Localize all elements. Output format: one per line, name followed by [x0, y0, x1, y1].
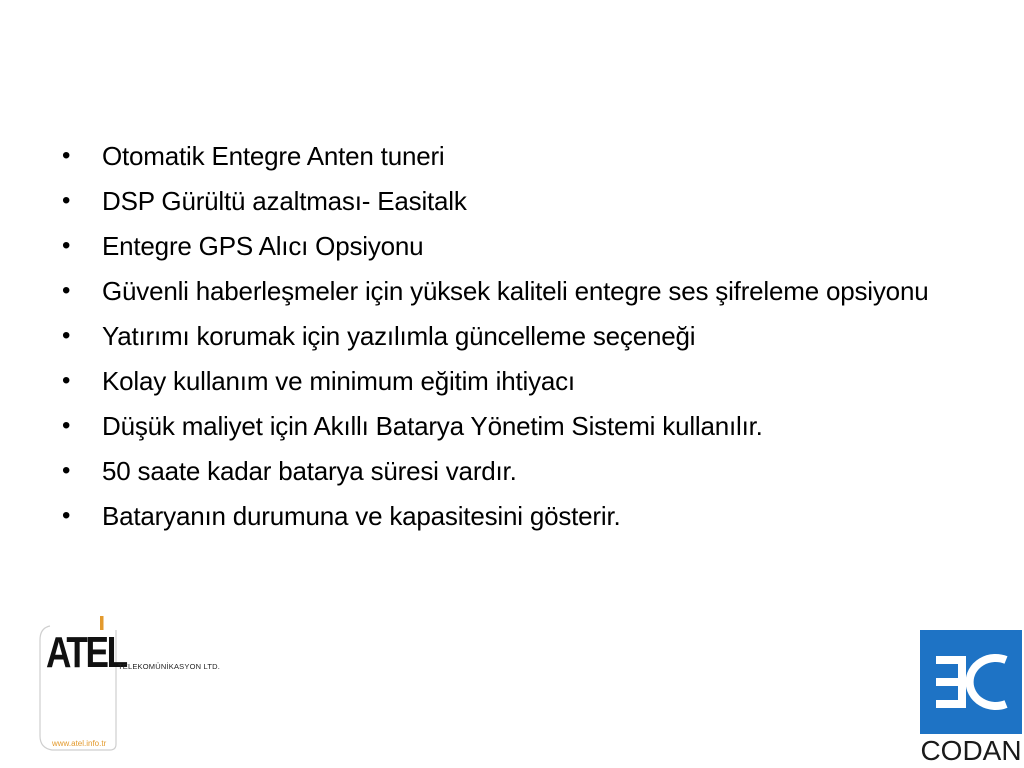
atel-url: www.atel.info.tr — [52, 739, 107, 748]
bullet-text: Bataryanın durumuna ve kapasitesini gösterir. — [102, 501, 621, 531]
codan-wordmark: CODAN — [920, 735, 1022, 766]
bullet-dot: • — [62, 322, 71, 349]
bullet-dot: • — [62, 502, 71, 529]
bullet-text: Kolay kullanım ve minimum eğitim ihtiyacı — [102, 366, 575, 396]
bullet-dot: • — [62, 232, 71, 259]
bullet-item — [58, 363, 958, 399]
bullet-item — [58, 228, 958, 264]
bullet-item — [58, 183, 958, 219]
bullet-text: Güvenli haberleşmeler için yüksek kaliteli entegre ses şifreleme opsiyonu — [102, 276, 929, 306]
bullet-item — [58, 273, 958, 309]
codan-logo — [920, 630, 1022, 768]
bullet-dot: • — [62, 142, 71, 169]
bullet-text: 50 saate kadar batarya süresi vardır. — [102, 456, 517, 486]
atel-subtitle: TELEKOMÜNİKASYON LTD. — [118, 662, 220, 671]
bullet-dot: • — [62, 412, 71, 439]
bullet-item — [58, 453, 958, 489]
bullet-text: Entegre GPS Alıcı Opsiyonu — [102, 231, 424, 261]
bullet-text: Düşük maliyet için Akıllı Batarya Yönetim Sistemi kullanılır. — [102, 411, 763, 441]
bullet-dot: • — [62, 187, 71, 214]
bullet-text: Yatırımı korumak için yazılımla güncelleme seçeneği — [102, 321, 696, 351]
bullet-item — [58, 318, 958, 354]
bullet-text: DSP Gürültü azaltması- Easitalk — [102, 186, 467, 216]
codan-mark-icon — [920, 630, 1022, 734]
bullet-dot: • — [62, 457, 71, 484]
bullet-item — [58, 138, 958, 174]
bullet-text: Otomatik Entegre Anten tuneri — [102, 141, 445, 171]
bullet-dot: • — [62, 277, 71, 304]
bullet-list — [58, 138, 958, 543]
bullet-item — [58, 498, 958, 534]
bullet-item — [58, 408, 958, 444]
atel-wordmark: ATEL — [46, 628, 126, 677]
bullet-dot: • — [62, 367, 71, 394]
